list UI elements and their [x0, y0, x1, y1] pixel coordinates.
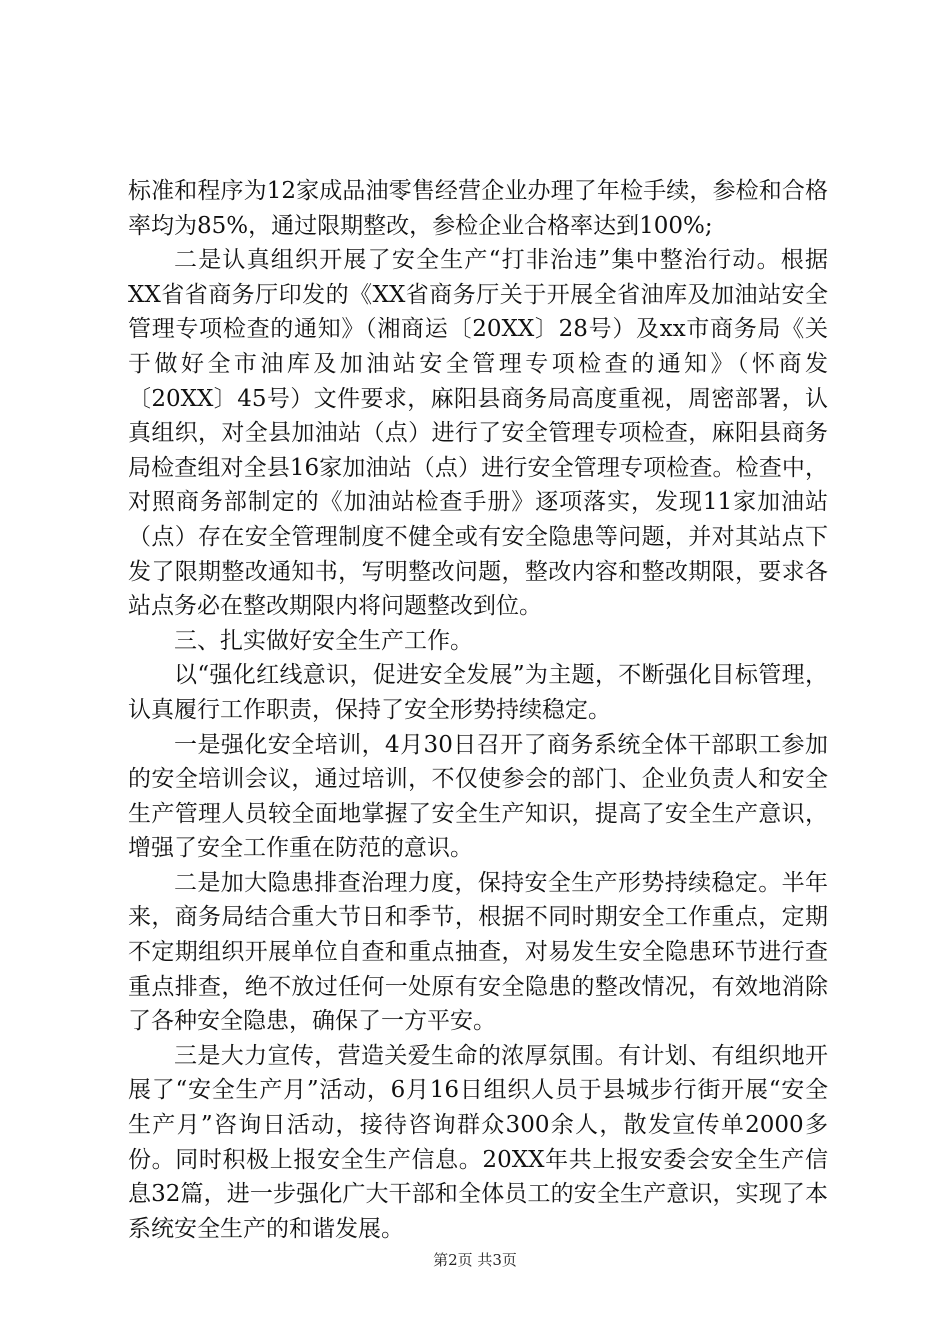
paragraph-hazard-inspection: 二是加大隐患排查治理力度，保持安全生产形势持续稳定。半年来，商务局结合重大节日和季节，根据不同时期安全工作重点，定期不定期组织开展单位自查和重点抽查，对易发生安全隐患环节进行查重点排查，绝不放过任何一处原有安全隐患的整改情况，有效地消除了各种安全隐患，确保了一方平安。 [128, 869, 828, 1035]
section-heading-safety-production: 三、扎实做好安全生产工作。 [174, 627, 473, 654]
paragraph-theme: 以“强化红线意识，促进安全发展”为主题，不断强化目标管理，认真履行工作职责，保持了安全形势持续稳定。 [128, 662, 828, 723]
paragraph-illegal-operations-campaign: 二是认真组织开展了安全生产“打非治违”集中整治行动。根据XX省省商务厅印发的《XX省商务厅关于开展全省油库及加油站安全管理专项检查的通知》（湘商运〔20XX〕28号）及xx市商务局《关于做好全市油库及加油站安全管理专项检查的通知》（怀商发〔20XX〕45号）文件要求，麻阳县商务局高度重视，周密部署，认真组织，对全县加油站（点）进行了安全管理专项检查，麻阳县商务局检查组对全县16家加油站（点）进行安全管理专项检查。检查中，对照商务部制定的《加油站检查手册》逐项落实，发现11家加油站（点）存在安全管理制度不健全或有安全隐患等问题，并对其站点下发了限期整改通知书，写明整改问题，整改内容和整改期限，要求各站点务必在整改期限内将问题整改到位。 [128, 247, 828, 620]
paragraph-publicity: 三是大力宣传，营造关爱生命的浓厚氛围。有计划、有组织地开展了“安全生产月”活动，6月16日组织人员于县城步行街开展“安全生产月”咨询日活动，接待咨询群众300余人，散发宣传单2000多份。同时积极上报安全生产信息。20XX年共上报安委会安全生产信息32篇，进一步强化广大干部和全体员工的安全生产意识，实现了本系统安全生产的和谐发展。 [128, 1042, 828, 1242]
document-body [128, 174, 828, 1246]
page-number-footer: 第2页 共3页 [433, 1251, 517, 1269]
paragraph-continuation: 标准和程序为12家成品油零售经营企业办理了年检手续，参检和合格率均为85%，通过限期整改，参检企业合格率达到100%; [128, 178, 828, 239]
paragraph-safety-training: 一是强化安全培训，4月30日召开了商务系统全体干部职工参加的安全培训会议，通过培训，不仅使参会的部门、企业负责人和安全生产管理人员较全面地掌握了安全生产知识，提高了安全生产意识，增强了安全工作重在防范的意识。 [128, 731, 828, 862]
